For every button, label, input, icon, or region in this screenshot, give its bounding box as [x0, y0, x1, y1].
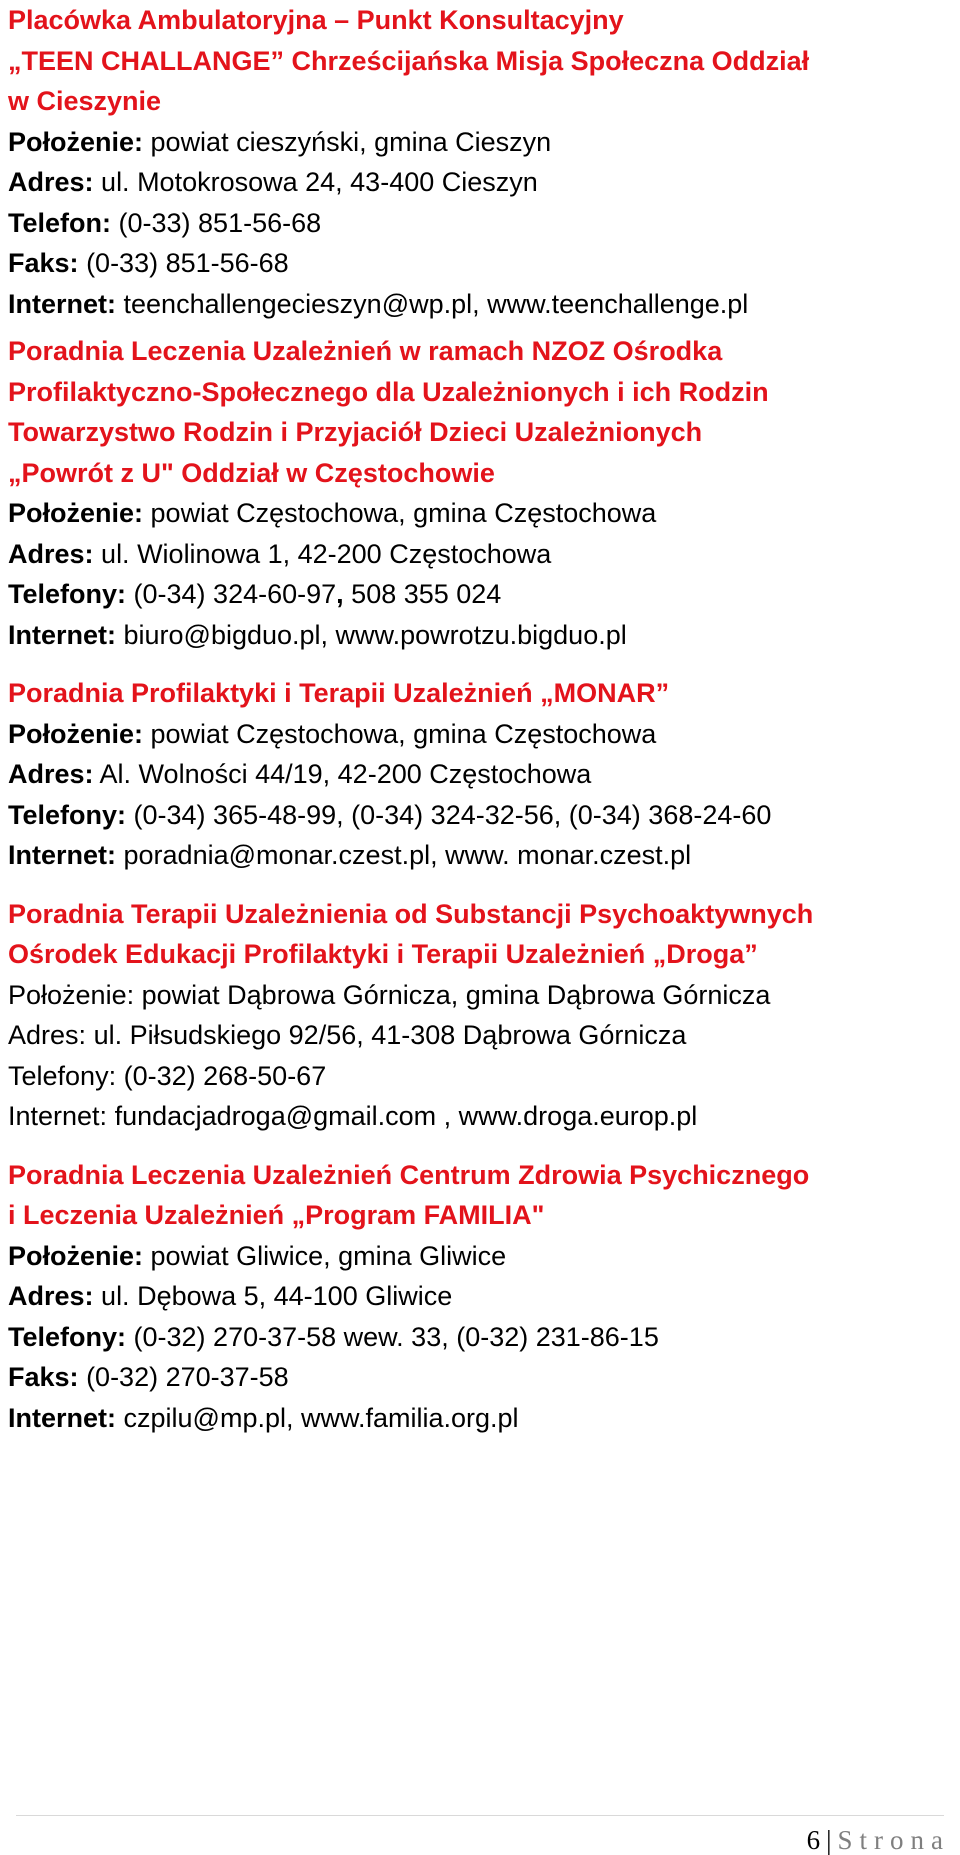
- address-label: Adres:: [8, 759, 94, 789]
- internet-row: [8, 1096, 948, 1137]
- address-value: ul. Dębowa 5, 44-100 Gliwice: [101, 1281, 453, 1311]
- phone-row: [8, 1317, 948, 1358]
- internet-label: Internet:: [8, 840, 116, 870]
- phone-value: (0-32) 270-37-58 wew. 33, (0-32) 231-86-15: [133, 1321, 659, 1352]
- facility-title-line: Towarzystwo Rodzin i Przyjaciół Dzieci Uzależnionych: [8, 417, 703, 447]
- internet-value: teenchallengecieszyn@wp.pl, www.teenchallenge.pl: [123, 288, 749, 319]
- location-row: [8, 714, 948, 755]
- facility-title-line: Poradnia Leczenia Uzależnień w ramach NZOZ Ośrodka: [8, 336, 723, 366]
- location-label: Położenie:: [8, 1240, 144, 1271]
- location-value: powiat cieszyński, gmina Cieszyn: [150, 126, 552, 157]
- phone-separator: ,: [336, 579, 344, 609]
- address-label: Adres:: [8, 1020, 87, 1050]
- facility-entry: [8, 331, 948, 655]
- address-row: [8, 1276, 948, 1317]
- internet-row: [8, 615, 948, 656]
- phone-value: (0-32) 268-50-67: [123, 1060, 327, 1091]
- internet-label: Internet:: [8, 1101, 108, 1131]
- phone-value: (0-34) 324-60-97: [133, 579, 337, 609]
- page-word: Strona: [837, 1825, 950, 1855]
- facility-title-line: „TEEN CHALLANGE” Chrześcijańska Misja Społeczna Oddział: [8, 45, 810, 76]
- facility-title-line: i Leczenia Uzależnień „Program FAMILIA": [8, 1200, 545, 1230]
- facility-entry: [8, 1155, 948, 1439]
- phone-label: Telefony:: [8, 1060, 117, 1091]
- fax-value: (0-33) 851-56-68: [86, 248, 289, 278]
- location-label: Położenie:: [8, 126, 144, 157]
- location-row: [8, 122, 948, 163]
- facility-title-line: Poradnia Leczenia Uzależnień Centrum Zdrowia Psychicznego: [8, 1159, 810, 1190]
- location-label: Położenie:: [8, 979, 135, 1010]
- internet-row: [8, 284, 948, 325]
- address-label: Adres:: [8, 1281, 94, 1311]
- internet-label: Internet:: [8, 288, 116, 319]
- address-row: [8, 1015, 948, 1056]
- location-value: powiat Dąbrowa Górnicza, gmina Dąbrowa Górnicza: [141, 979, 771, 1010]
- phone-row: [8, 795, 948, 836]
- internet-value: biuro@bigduo.pl, www.powrotzu.bigduo.pl: [123, 619, 627, 650]
- phone-value: (0-33) 851-56-68: [118, 207, 322, 238]
- fax-label: Faks:: [8, 1362, 79, 1392]
- page-number: 6: [806, 1825, 821, 1855]
- internet-row: [8, 835, 948, 876]
- phone-row: [8, 1056, 948, 1097]
- fax-label: Faks:: [8, 248, 79, 278]
- footer-divider: [16, 1815, 944, 1816]
- fax-row: [8, 1357, 948, 1398]
- location-row: [8, 975, 948, 1016]
- location-row: [8, 493, 948, 534]
- fax-value: (0-32) 270-37-58: [86, 1362, 289, 1392]
- address-row: [8, 534, 948, 575]
- facility-title-line: Poradnia Profilaktyki i Terapii Uzależnień „MONAR”: [8, 678, 670, 708]
- phone-row: [8, 203, 948, 244]
- address-value: ul. Motokrosowa 24, 43-400 Cieszyn: [101, 167, 538, 197]
- phone-value: 508 355 024: [343, 579, 502, 609]
- internet-value: czpilu@mp.pl, www.familia.org.pl: [123, 1402, 519, 1433]
- phone-row: [8, 574, 948, 615]
- facility-title-line: w Cieszynie: [8, 86, 162, 116]
- facility-entry: [8, 894, 948, 1137]
- document-page: [8, 0, 948, 1438]
- facility-title-line: Poradnia Terapii Uzależnienia od Substancji Psychoaktywnych: [8, 898, 814, 929]
- phone-value: (0-34) 365-48-99, (0-34) 324-32-56, (0-34) 368-24-60: [133, 799, 772, 830]
- page-number-label: [807, 1825, 950, 1855]
- phone-label: Telefony:: [8, 799, 127, 830]
- location-label: Położenie:: [8, 498, 144, 528]
- internet-label: Internet:: [8, 619, 116, 650]
- footer-separator: |: [826, 1825, 832, 1855]
- facility-title-line: Ośrodek Edukacji Profilaktyki i Terapii Uzależnień „Droga”: [8, 939, 758, 969]
- address-row: [8, 754, 948, 795]
- location-label: Położenie:: [8, 718, 144, 749]
- fax-row: [8, 243, 948, 284]
- address-value: ul. Wiolinowa 1, 42-200 Częstochowa: [101, 538, 552, 569]
- facility-title-line: „Powrót z U" Oddział w Częstochowie: [8, 457, 495, 488]
- address-label: Adres:: [8, 538, 94, 569]
- phone-label: Telefony:: [8, 579, 127, 609]
- internet-value: fundacjadroga@gmail.com , www.droga.europ.pl: [114, 1101, 698, 1131]
- internet-row: [8, 1398, 948, 1439]
- location-value: powiat Gliwice, gmina Gliwice: [150, 1240, 507, 1271]
- location-value: powiat Częstochowa, gmina Częstochowa: [150, 498, 657, 528]
- address-row: [8, 162, 948, 203]
- address-value: Al. Wolności 44/19, 42-200 Częstochowa: [99, 759, 592, 789]
- phone-label: Telefon:: [8, 207, 111, 238]
- phone-label: Telefony:: [8, 1321, 127, 1352]
- facility-title-line: Profilaktyczno-Społecznego dla Uzależnionych i ich Rodzin: [8, 376, 769, 407]
- address-label: Adres:: [8, 167, 94, 197]
- address-value: ul. Piłsudskiego 92/56, 41-308 Dąbrowa Górnicza: [93, 1020, 687, 1050]
- location-row: [8, 1236, 948, 1277]
- facility-entry: [8, 0, 948, 324]
- location-value: powiat Częstochowa, gmina Częstochowa: [150, 718, 657, 749]
- internet-value: poradnia@monar.czest.pl, www. monar.czest.pl: [123, 840, 692, 870]
- facility-title-line: Placówka Ambulatoryjna – Punkt Konsultacyjny: [8, 5, 624, 35]
- internet-label: Internet:: [8, 1402, 116, 1433]
- page-footer: [0, 1815, 960, 1855]
- facility-entry: [8, 673, 948, 876]
